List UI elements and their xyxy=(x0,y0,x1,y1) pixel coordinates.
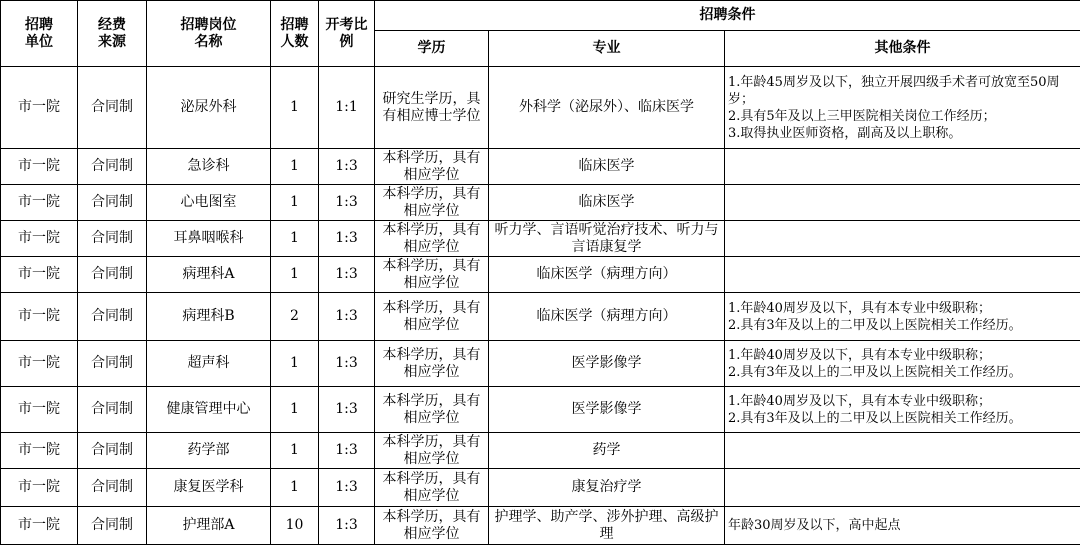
table-row xyxy=(1,341,1080,387)
cell-ratio: 1:3 xyxy=(319,433,375,469)
cell-education: 研究生学历，具有相应博士学位 xyxy=(375,67,489,149)
cell-position: 心电图室 xyxy=(147,185,271,221)
cell-fund: 合同制 xyxy=(78,387,147,433)
cell-major: 药学 xyxy=(489,433,725,469)
cell-position: 病理科B xyxy=(147,293,271,341)
cell-ratio: 1:1 xyxy=(319,67,375,149)
cell-count: 1 xyxy=(271,67,319,149)
cell-unit: 市一院 xyxy=(1,293,78,341)
cell-ratio: 1:3 xyxy=(319,257,375,293)
cell-other xyxy=(725,257,1080,293)
cell-position: 药学部 xyxy=(147,433,271,469)
cell-unit: 市一院 xyxy=(1,387,78,433)
cell-major: 临床医学（病理方向） xyxy=(489,293,725,341)
header-unit: 招聘 单位 xyxy=(1,1,78,67)
cell-education: 本科学历，具有相应学位 xyxy=(375,507,489,545)
header-ratio: 开考比 例 xyxy=(319,1,375,67)
cell-ratio: 1:3 xyxy=(319,293,375,341)
cell-ratio: 1:3 xyxy=(319,469,375,507)
table-row xyxy=(1,185,1080,221)
header-other: 其他条件 xyxy=(725,31,1080,67)
cell-education: 本科学历，具有相应学位 xyxy=(375,221,489,257)
header-education: 学历 xyxy=(375,31,489,67)
table-row xyxy=(1,221,1080,257)
cell-education: 本科学历，具有相应学位 xyxy=(375,293,489,341)
cell-fund: 合同制 xyxy=(78,507,147,545)
header-count: 招聘 人数 xyxy=(271,1,319,67)
cell-fund: 合同制 xyxy=(78,221,147,257)
cell-fund: 合同制 xyxy=(78,257,147,293)
cell-other xyxy=(725,469,1080,507)
header-position: 招聘岗位 名称 xyxy=(147,1,271,67)
cell-unit: 市一院 xyxy=(1,469,78,507)
cell-count: 1 xyxy=(271,185,319,221)
header-conditions: 招聘条件 xyxy=(375,1,1080,31)
cell-major: 康复治疗学 xyxy=(489,469,725,507)
cell-other: 1.年龄45周岁及以下，独立开展四级手术者可放宽至50周岁； 2.具有5年及以上三甲医院相关岗位工作经历； 3.取得执业医师资格，副高及以上职称。 xyxy=(725,67,1080,149)
cell-unit: 市一院 xyxy=(1,221,78,257)
cell-count: 1 xyxy=(271,341,319,387)
cell-ratio: 1:3 xyxy=(319,507,375,545)
cell-major: 临床医学 xyxy=(489,149,725,185)
cell-count: 1 xyxy=(271,387,319,433)
cell-count: 1 xyxy=(271,149,319,185)
cell-education: 本科学历，具有相应学位 xyxy=(375,185,489,221)
table-body xyxy=(1,67,1080,545)
table-row xyxy=(1,67,1080,149)
cell-other xyxy=(725,433,1080,469)
cell-education: 本科学历，具有相应学位 xyxy=(375,387,489,433)
cell-fund: 合同制 xyxy=(78,149,147,185)
cell-unit: 市一院 xyxy=(1,433,78,469)
cell-unit: 市一院 xyxy=(1,149,78,185)
cell-education: 本科学历，具有相应学位 xyxy=(375,469,489,507)
cell-education: 本科学历，具有相应学位 xyxy=(375,149,489,185)
cell-count: 1 xyxy=(271,257,319,293)
cell-other xyxy=(725,185,1080,221)
cell-major: 外科学（泌尿外）、临床医学 xyxy=(489,67,725,149)
cell-fund: 合同制 xyxy=(78,185,147,221)
cell-other: 1.年龄40周岁及以下，具有本专业中级职称； 2.具有3年及以上的二甲及以上医院相关工作经历。 xyxy=(725,293,1080,341)
cell-major: 医学影像学 xyxy=(489,341,725,387)
cell-ratio: 1:3 xyxy=(319,221,375,257)
cell-other xyxy=(725,221,1080,257)
cell-position: 康复医学科 xyxy=(147,469,271,507)
cell-major: 护理学、助产学、涉外护理、高级护理 xyxy=(489,507,725,545)
cell-position: 病理科A xyxy=(147,257,271,293)
cell-unit: 市一院 xyxy=(1,185,78,221)
cell-unit: 市一院 xyxy=(1,67,78,149)
cell-major: 听力学、言语听觉治疗技术、听力与言语康复学 xyxy=(489,221,725,257)
table-row xyxy=(1,293,1080,341)
cell-fund: 合同制 xyxy=(78,433,147,469)
cell-other: 1.年龄40周岁及以下，具有本专业中级职称； 2.具有3年及以上的二甲及以上医院相关工作经历。 xyxy=(725,387,1080,433)
cell-education: 本科学历，具有相应学位 xyxy=(375,341,489,387)
cell-major: 医学影像学 xyxy=(489,387,725,433)
cell-position: 健康管理中心 xyxy=(147,387,271,433)
cell-fund: 合同制 xyxy=(78,67,147,149)
cell-other xyxy=(725,149,1080,185)
cell-unit: 市一院 xyxy=(1,507,78,545)
cell-count: 1 xyxy=(271,433,319,469)
cell-fund: 合同制 xyxy=(78,341,147,387)
header-major: 专业 xyxy=(489,31,725,67)
cell-position: 急诊科 xyxy=(147,149,271,185)
cell-position: 超声科 xyxy=(147,341,271,387)
cell-ratio: 1:3 xyxy=(319,387,375,433)
table-row xyxy=(1,257,1080,293)
cell-count: 1 xyxy=(271,221,319,257)
header-fund: 经费 来源 xyxy=(78,1,147,67)
table-row xyxy=(1,433,1080,469)
cell-unit: 市一院 xyxy=(1,341,78,387)
table-row xyxy=(1,387,1080,433)
cell-ratio: 1:3 xyxy=(319,149,375,185)
table-row xyxy=(1,469,1080,507)
cell-count: 10 xyxy=(271,507,319,545)
cell-education: 本科学历，具有相应学位 xyxy=(375,257,489,293)
cell-major: 临床医学 xyxy=(489,185,725,221)
cell-other: 年龄30周岁及以下，高中起点 xyxy=(725,507,1080,545)
cell-other: 1.年龄40周岁及以下，具有本专业中级职称； 2.具有3年及以上的二甲及以上医院相关工作经历。 xyxy=(725,341,1080,387)
cell-count: 2 xyxy=(271,293,319,341)
cell-unit: 市一院 xyxy=(1,257,78,293)
cell-fund: 合同制 xyxy=(78,293,147,341)
cell-fund: 合同制 xyxy=(78,469,147,507)
cell-ratio: 1:3 xyxy=(319,185,375,221)
cell-major: 临床医学（病理方向） xyxy=(489,257,725,293)
cell-position: 耳鼻咽喉科 xyxy=(147,221,271,257)
cell-education: 本科学历，具有相应学位 xyxy=(375,433,489,469)
cell-position: 护理部A xyxy=(147,507,271,545)
table-row xyxy=(1,149,1080,185)
cell-position: 泌尿外科 xyxy=(147,67,271,149)
cell-count: 1 xyxy=(271,469,319,507)
cell-ratio: 1:3 xyxy=(319,341,375,387)
